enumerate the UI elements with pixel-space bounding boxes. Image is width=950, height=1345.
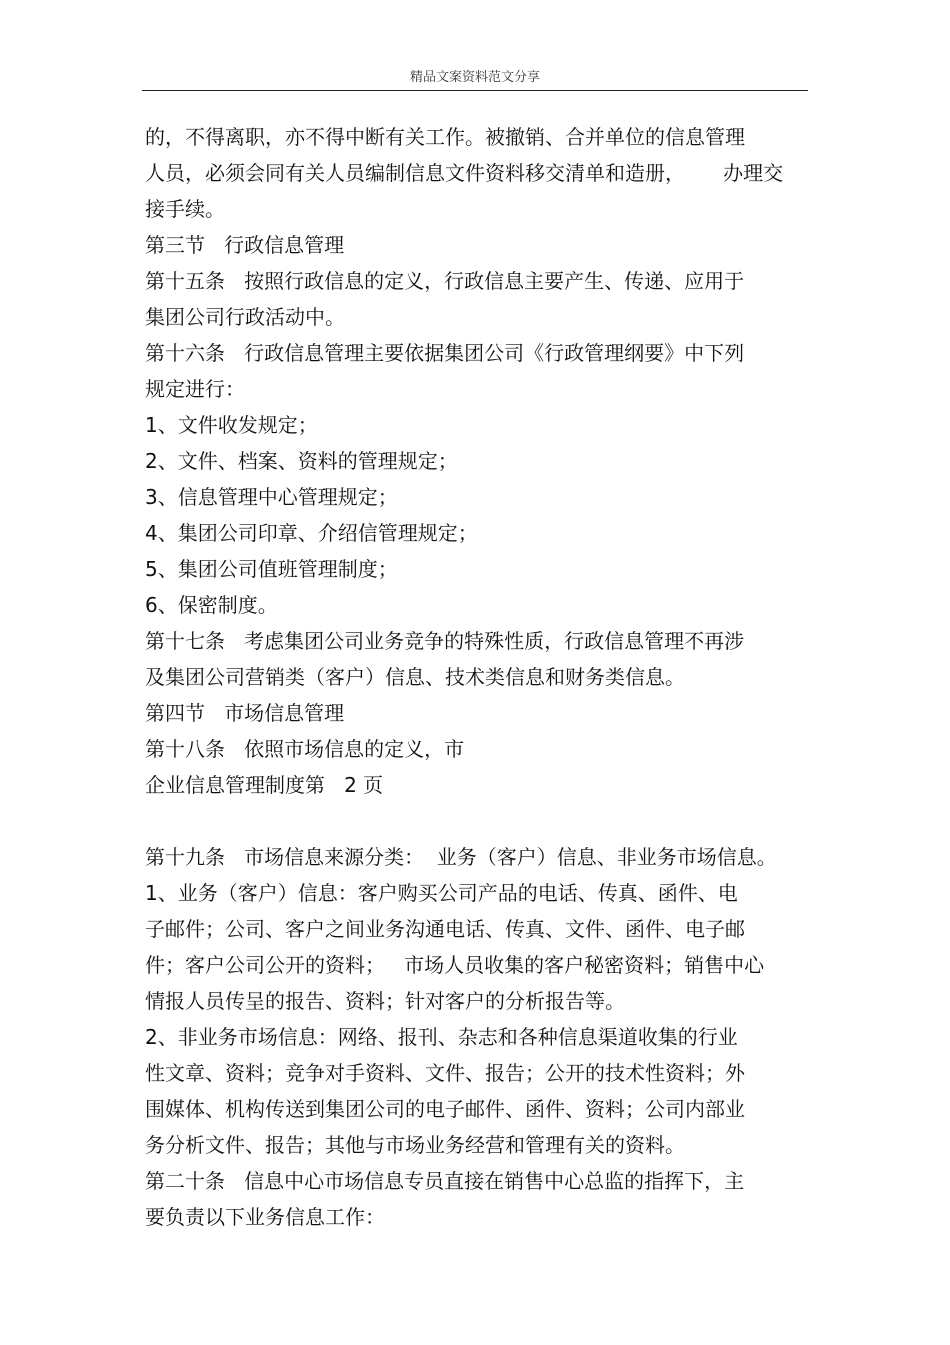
- text-line: 第十七条 考虑集团公司业务竞争的特殊性质，行政信息管理不再涉: [145, 629, 745, 653]
- text-line: 第十八条 依照市场信息的定义，市: [145, 737, 465, 761]
- text-line: 第十六条 行政信息管理主要依据集团公司《行政管理纲要》中下列: [145, 341, 745, 365]
- text-line: 第十九条 市场信息来源分类： 业务（客户）信息、非业务市场信息。: [145, 845, 777, 869]
- page-footer: 企业信息管理制度第 2 页: [145, 773, 384, 797]
- text-line: 2、非业务市场信息：网络、报刊、杂志和各种信息渠道收集的行业: [145, 1025, 738, 1049]
- text-line: 1、业务（客户）信息：客户购买公司产品的电话、传真、函件、电: [145, 881, 738, 905]
- text-line: 围媒体、机构传送到集团公司的电子邮件、函件、资料；公司内部业: [145, 1097, 745, 1121]
- list-item: 3、信息管理中心管理规定；: [145, 485, 398, 509]
- list-item: 4、集团公司印章、介绍信管理规定；: [145, 521, 478, 545]
- section-heading: 第四节 市场信息管理: [145, 701, 345, 725]
- text-line: 子邮件；公司、客户之间业务沟通电话、传真、文件、函件、电子邮: [145, 917, 745, 941]
- text-line: 第二十条 信息中心市场信息专员直接在销售中心总监的指挥下，主: [145, 1169, 745, 1193]
- text-line: 性文章、资料；竞争对手资料、文件、报告；公开的技术性资料；外: [145, 1061, 745, 1085]
- header-divider: [142, 90, 808, 91]
- text-line: 件；客户公司公开的资料； 市场人员收集的客户秘密资料；销售中心: [145, 953, 765, 977]
- section-heading: 第三节 行政信息管理: [145, 233, 345, 257]
- text-line: 情报人员传呈的报告、资料；针对客户的分析报告等。: [145, 989, 625, 1013]
- text-line: 集团公司行政活动中。: [145, 305, 345, 329]
- list-item: 6、保密制度。: [145, 593, 278, 617]
- document-body: [145, 122, 810, 1238]
- text-line: 第十五条 按照行政信息的定义，行政信息主要产生、传递、应用于: [145, 269, 745, 293]
- blank-line: [145, 806, 810, 842]
- text-line: 接手续。: [145, 197, 225, 221]
- page-header: 精品文案资料范文分享: [409, 70, 540, 85]
- text-line: 人员，必须会同有关人员编制信息文件资料移交清单和造册， 办理交: [145, 161, 784, 185]
- text-line: 规定进行：: [145, 377, 245, 401]
- list-item: 1、文件收发规定；: [145, 413, 318, 437]
- text-line: 要负责以下业务信息工作：: [145, 1205, 385, 1229]
- text-line: 务分析文件、报告；其他与市场业务经营和管理有关的资料。: [145, 1133, 685, 1157]
- list-item: 2、文件、档案、资料的管理规定；: [145, 449, 458, 473]
- text-line: 的，不得离职，亦不得中断有关工作。被撤销、合并单位的信息管理: [145, 125, 745, 149]
- text-line: 及集团公司营销类（客户）信息、技术类信息和财务类信息。: [145, 665, 685, 689]
- list-item: 5、集团公司值班管理制度；: [145, 557, 398, 581]
